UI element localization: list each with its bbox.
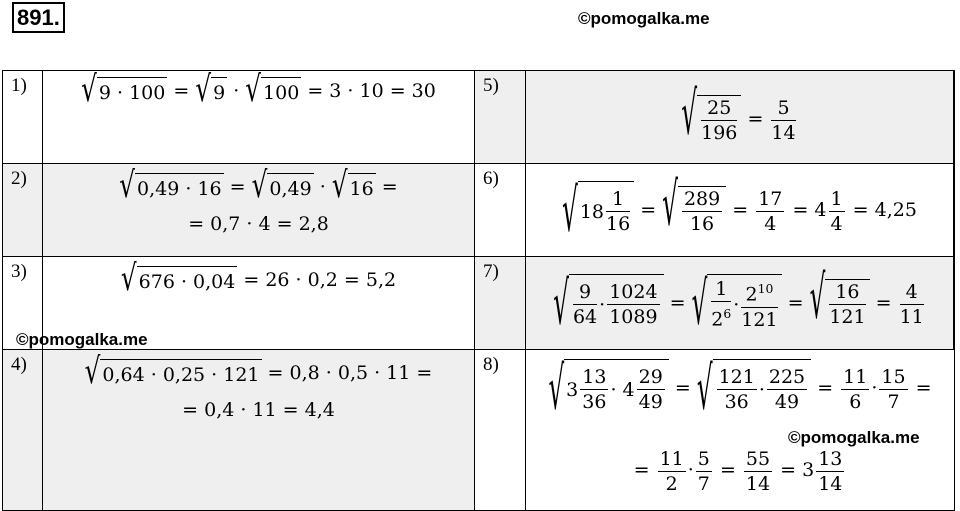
cell-label-5 [475,71,526,164]
cell-label-1 [3,71,43,164]
expr-line: √ 18 $\frac{1}{16}$ = √ $\frac{289}{16}$ = $\frac{17}{4}$ = 4 $\frac{1}{4}$ = 4,25 [562,169,917,245]
item-number: 6) [483,168,499,189]
sqrt-symbol: √ $\frac{289}{16}$ [662,186,726,236]
item-number: 3) [11,261,27,282]
cell-label-7 [475,257,526,350]
expr-line: √ 9 · 100 = √ 9 · √ 100 = 3 · 10 = 30 [81,67,436,110]
item-number: 4) [11,354,27,375]
cell-label-4 [3,350,43,510]
cell-expr-4 [43,350,475,510]
sqrt-symbol: √ 18 $\frac{1}{16}$ [562,181,634,242]
cell-label-8 [475,350,526,510]
expr-line: √ 0,64 · 0,25 · 121 = 0,8 · 0,5 · 11 = [84,349,433,392]
sqrt-symbol: √ $\frac{9}{64}$ · $\frac{1024}{1089}$ [553,274,663,335]
item-number: 1) [11,75,27,96]
watermark-mid-left: ©pomogalka.me [16,330,148,349]
sqrt-symbol: √ 676 · 0,04 [120,256,236,299]
expr-line: = $\frac{11}{2}$ · $\frac{5}{7}$ = $\frac{55}{14}$ = 3 $\frac{13}{14}$ [633,447,843,495]
item-number: 2) [11,168,27,189]
sqrt-symbol: √ 3 $\frac{13}{36}$ · 4 $\frac{29}{49}$ [548,359,668,420]
watermark-bottom-right: ©pomogalka.me [788,428,920,447]
sqrt-symbol: √ 9 · 100 [81,67,166,110]
item-number: 5) [483,75,499,96]
expr-line: = 0,7 · 4 = 2,8 [188,213,329,235]
sqrt-symbol: √ $\frac{1}{2^6}$ · $\frac{2^{10}}{121}$ [692,274,782,335]
cell-expr-1 [43,67,475,164]
expr-line: √ $\frac{9}{64}$ · $\frac{1024}{1089}$ = √ $\frac{1}{2^6}$ · $\frac{2^{10}}{121}$ = √ $\frac{16}{121}$ = $\frac{4}{11}$ [553,262,924,338]
item-number: 8) [483,354,499,375]
sqrt-symbol: √ $\frac{121}{36}$ · $\frac{225}{49}$ [697,359,811,420]
cell-label-6 [475,164,526,257]
expr-line: √ 676 · 0,04 = 26 · 0,2 = 5,2 [120,256,397,299]
sqrt-symbol: √ 100 [245,67,300,110]
cell-expr-7 [526,257,954,350]
cell-label-2 [3,164,43,257]
expr-line: √ 0,49 · 16 = √ 0,49 · √ 16 = [119,163,398,206]
sqrt-symbol: √ 0,49 · 16 [119,163,222,206]
sqrt-symbol: √ 0,49 [251,163,312,206]
sqrt-symbol: √ 0,64 · 0,25 · 121 [84,349,260,392]
sqrt-symbol: √ 9 [195,67,226,110]
cell-expr-6 [526,164,954,257]
watermark-top: ©pomogalka.me [578,9,710,28]
sqrt-symbol: √ $\frac{16}{121}$ [810,279,870,329]
expr-line: = 0,4 · 11 = 4,4 [182,399,335,421]
expr-line: √ 3 $\frac{13}{36}$ · 4 $\frac{29}{49}$ = √ $\frac{121}{36}$ · $\frac{225}{49}$ = $\frac{11}{6}$ · $\frac{15}{7}$ = [548,353,932,423]
sqrt-symbol: √ 16 [331,163,374,206]
problem-number: 891. [12,2,65,33]
sqrt-symbol: √ $\frac{25}{196}$ [681,95,741,145]
cell-expr-5 [526,71,954,164]
expr-line: √ $\frac{25}{196}$ = $\frac{5}{14}$ [681,78,796,149]
cell-expr-2 [43,164,475,257]
item-number: 7) [483,261,499,282]
